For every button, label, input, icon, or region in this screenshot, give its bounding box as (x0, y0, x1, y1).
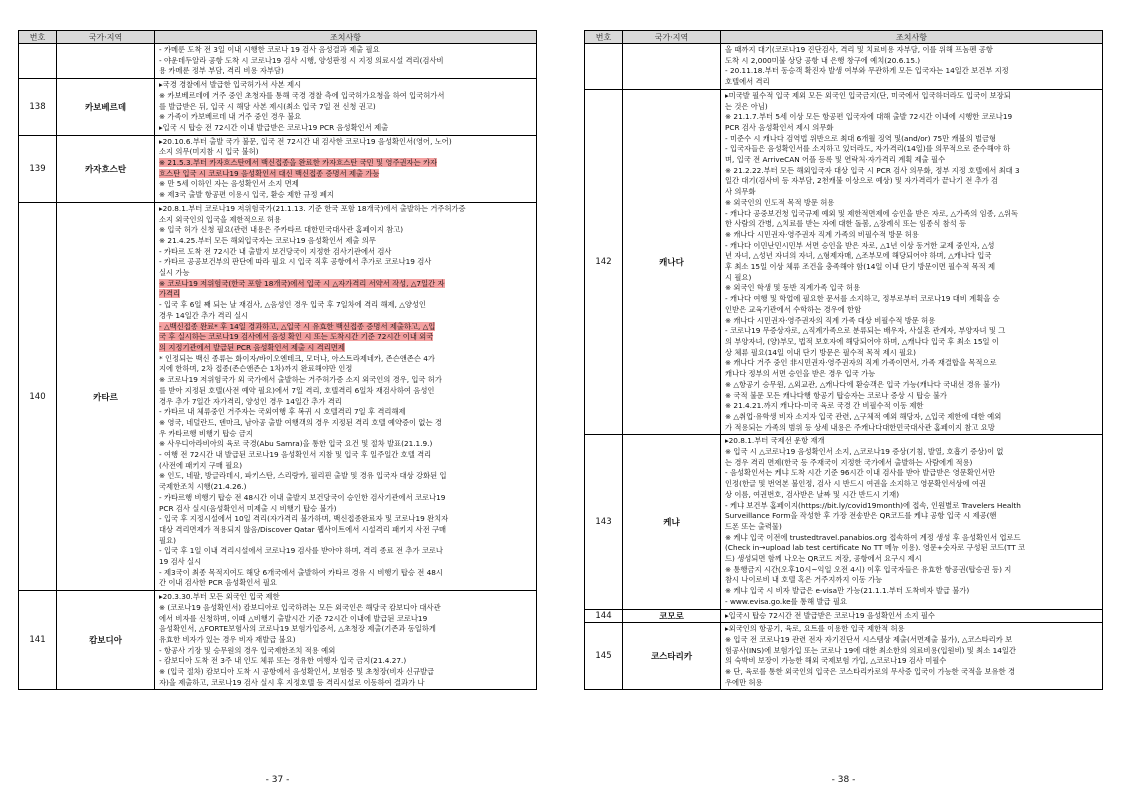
measure-line: - 미준수 시 캐나다 검역법 위반으로 최대 6개월 징역 및(and/or) 75만 캐불의 벌금형 (725, 133, 997, 143)
measure-line: 를 발급받은 뒤, 입국 시 해당 사본 제시(최소 입국 7일 전 신청 권고) (159, 101, 376, 111)
table-header (585, 31, 1103, 44)
measure-line: ※ 코로나19 저위험국가 외 국가에서 출발하는 거주허가증 소지 외국인의 경우, 입국 허가 (159, 375, 442, 385)
measure-line: 우에만 허용 (725, 677, 763, 687)
measure-line: ▸외국인의 항공기, 육로, 요트를 이용한 입국 제한적 허용 (725, 624, 905, 634)
measures-cell (155, 79, 537, 136)
country-name: 코스타리카 (623, 623, 721, 690)
measure-line: 는 것은 아님) (725, 101, 768, 111)
table-row (19, 591, 537, 690)
table-row (19, 202, 537, 590)
measure-line: ※ 통행금지 시간(오후10시~익일 오전 4시) 이후 입국자들은 유효한 항공권(탑승권 등) 지 (725, 564, 1012, 574)
measure-line: - 20.11.18.부터 동승객 확진자 발생 여부와 무관하게 모든 입국자는 14일간 보건부 지정 (725, 66, 1009, 76)
row-number: 141 (19, 591, 57, 690)
measure-line: 년 자녀, △성년 자녀의 자녀, △형제자매, △조부모에 해당되어야 하며, △캐나다 입국 (725, 251, 992, 261)
measure-line (159, 332, 532, 343)
measure-line: - 여행 전 72시간 내 발급된 코로나19 음성확인서 지참 및 입국 후 일주일간 호텔 격리 (159, 450, 432, 460)
measure-line: - 캐나다 이민난민시민부 서면 승인을 받은 자로, △1년 이상 동거한 교제 중인자, △성 (725, 240, 995, 250)
header-no: 번호 (19, 31, 57, 44)
measure-line: 우 카타르행 비행기 탑승 금지 (159, 428, 253, 438)
measure-line: 호텔에서 격리 (725, 77, 770, 87)
country-name: 코모로 (623, 609, 721, 623)
measure-line: ※ 케냐 입국 시 비자 발급은 e-visa만 가능(21.1.1.부터 도착비자 발급 불가) (725, 586, 970, 596)
measure-line: 자)을 제출하고, 코로나19 검사 실시 후 지정호텔 등 격리시설로 이동하여 결과가 나 (159, 677, 425, 687)
measure-line (159, 343, 532, 354)
measures-cell (155, 202, 537, 590)
measure-line: ※ 국적 불문 모든 캐나다행 항공기 탑승자는 코로나 증상 시 탑승 불가 (725, 390, 947, 400)
country-name (623, 44, 721, 90)
measure-line: ※ 21.1.7.부터 5세 이상 모든 항공편 입국자에 대해 출발 72시간 이내에 시행한 코로나19 (725, 112, 1013, 122)
table-row (19, 44, 537, 79)
measures-table-right (584, 30, 1103, 690)
measure-line: ※ 21.4.21.까지 캐나다-미국 육로 국경 간 비필수적 이동 제한 (725, 401, 924, 411)
measure-line: ※ 인도, 네팔, 방글라데시, 파키스탄, 스리랑카, 필리핀 출발 및 경유 입국자 대상 강화된 입 (159, 471, 447, 481)
country-name: 캐나다 (623, 89, 721, 435)
table-row (585, 623, 1103, 690)
row-number: 143 (585, 435, 623, 609)
measures-table-left (18, 30, 537, 690)
measure-line: 간 이내 검사한 PCR 음성확인서 필요 (159, 578, 277, 588)
measure-line: 19 검사 실시 (159, 557, 202, 567)
measure-line: 필요) (159, 535, 176, 545)
measure-line: ※ 입국 전 코로나19 관련 전자 자기진단서 시스템상 제출(서면제출 불가), △코스타리카 보 (725, 634, 1013, 644)
measure-line: 소지 외국인의 입국을 제한적으로 허용 (159, 214, 282, 224)
measure-line: 시 필요) (725, 272, 752, 282)
measure-line: - 카타르 공공보건부의 판단에 따라 필요 시 입국 직후 공항에서 추가로 코로나19 검사 (159, 257, 432, 267)
measures-cell (721, 89, 1103, 435)
table-row (19, 79, 537, 136)
measure-line: 한 사람의 간병, △치료를 받는 자에 대한 돌봄, △장례식 또는 임종식 참석 등 (725, 219, 967, 229)
table-row (19, 135, 537, 202)
measure-line: ※ 외국인 학생 및 동반 직계가족 입국 허용 (725, 283, 861, 293)
row-number: 142 (585, 89, 623, 435)
row-number (585, 44, 623, 90)
measure-line: 드폰 또는 출력물) (725, 521, 782, 531)
measures-cell (721, 623, 1103, 690)
measure-line: ▸국경 경찰에서 발급한 입국허가서 사본 제시 (159, 80, 302, 90)
measure-line: 도착 시 2,000미불 상당 공항 내 은행 창구에 예치(20.6.15.) (725, 55, 921, 65)
highlighted-text: 의 지정기관에서 발급된 PCR 음성확인서 제출 시 격리면제 (159, 342, 345, 352)
page-number-right: - 38 - (831, 775, 856, 785)
measure-line: ▸미국발 필수적 입국 제외 모든 외국인 입국금지(단, 미국에서 입국하더라도 입국이 보장되 (725, 90, 1011, 100)
measure-line: 의 부양자녀, (양)부모, 법적 보호자에 해당되어야 하며, △캐나다 입국 후 최소 15일 이 (725, 336, 999, 346)
measure-line: Surveillance Form을 작성한 후 가장 전송받은 QR코드를 케냐 공항 입국 시 제공(핸 (725, 511, 997, 521)
measure-line: 일간 대기(검사비 등 자부담, 2천캐불 이상으로 예상) 및 자가격리가 끝나기 전 추가 검 (725, 176, 999, 186)
measure-line: PCR 검사 음성확인서 제시 의무화 (725, 122, 834, 132)
measure-line: PCR 검사 실시(음성확인서 미제출 시 비행기 탑승 불가) (159, 503, 337, 513)
measure-line (159, 322, 532, 333)
row-number: 145 (585, 623, 623, 690)
header-country: 국가·지역 (57, 31, 155, 44)
measure-line: - 캐나다 공중보건청 입국규제 예외 및 제한적면제에 승인을 받은 자로, △가족의 임종, △위독 (725, 208, 1019, 218)
measure-line: ▸20.8.1.부터 코로나19 저위험국가(21.1.13. 기준 한국 포함 18개국)에서 출발하는 거주허가증 (159, 203, 466, 213)
measure-line (159, 158, 532, 169)
country-name: 카보베르데 (57, 79, 155, 136)
measure-line: 올 때까지 대기(코로나19 진단검사, 격리 및 치료비용 자부담, 이를 위해 프놈펜 공항 (725, 45, 993, 54)
measure-line: 의 숙박비 보장이 가능한 해외 국제보험 가입, △코로나19 검사 미필수 (725, 656, 947, 666)
measure-line: ※ 카보베르데에 거주 중인 초청자를 통해 국경 경찰 측에 입국허가요청을 하여 입국허가서 (159, 90, 445, 100)
measure-line: 경우 14일간 추가 격리 실시 (159, 310, 249, 320)
measure-line (159, 169, 532, 180)
measure-line (159, 279, 532, 290)
header-no: 번호 (585, 31, 623, 44)
measure-line: ※ 입국 허가 신청 필요(관련 내용은 주카타르 대한민국대사관 홈페이지 참고) (159, 225, 404, 235)
measures-cell (721, 609, 1103, 623)
measure-line: - 캄보디아 도착 전 3주 내 인도 체류 또는 경유한 여행자 입국 금지(21.4.27.) (159, 656, 407, 666)
page-number-left: - 37 - (265, 775, 290, 785)
measure-line: - 항공사 기장 및 승무원의 경우 입국제한조치 적용 예외 (159, 645, 336, 655)
measure-line: 국제한조치 시행(21.4.26.) (159, 482, 247, 492)
row-number: 138 (19, 79, 57, 136)
measure-line: ※ △항공기 승무원, △외교관, △캐나다에 환승객은 입국 가능(캐나다 국내선 경유 불가) (725, 379, 1000, 389)
measure-line: ※ (코로나19 음성확인서) 캄보디아로 입국하려는 모든 외국인은 해당국 캄보디아 대사관 (159, 602, 441, 612)
measure-line: 에서 비자를 신청하며, 이때 △비행기 출발시간 기준 72시간 이내에 발급된 코로나19 (159, 613, 428, 623)
measure-line: - 제3국이 최종 목적지여도 해당 6개국에서 출발하여 카타르 경유 시 비행기 탑승 전 48시 (159, 567, 443, 577)
measure-line: - 카타르 도착 전 72시간 내 출발지 보건당국이 지정한 검사기관에서 검사 (159, 246, 392, 256)
measure-line: ※ 21.2.22.부터 모든 해외입국자 대상 입국 시 PCR 검사 의무화, 정부 지정 호텔에서 최대 3 (725, 165, 1020, 175)
header-measures: 조치사항 (721, 31, 1103, 44)
measures-cell (155, 44, 537, 79)
measures-cell (721, 435, 1103, 609)
table-row (585, 435, 1103, 609)
measure-line: ▸입국 시 탑승 전 72시간 이내 발급받은 코로나19 PCR 음성확인서 제출 (159, 122, 389, 132)
measure-line: 후 최소 15일 이상 체류 조건을 충족해야 함(14일 이내 단기 방문이면 필수적 목적 제 (725, 262, 996, 272)
measures-cell (155, 591, 537, 690)
measure-line: ※ 캐나다 시민권자·영주권자의 직계 가족 대상 비필수적 방문 허용 (725, 315, 936, 325)
measure-line: ※ 외국인의 인도적 목적 방문 허용 (725, 197, 835, 207)
measure-line: - 카타르행 비행기 탑승 전 48시간 이내 출발지 보건당국이 승인한 검사기관에서 코로나19 (159, 492, 446, 502)
measure-line: - 입국 후 6일 째 되는 날 재검사, △음성인 경우 입국 후 7일차에 격리 해제, △양성인 (159, 300, 426, 310)
highlighted-text: 국 후 실시하는 코로나19 검사에서 음성 확인 시 또는 도착시간 기준 72시간 이내 외국 (159, 332, 434, 342)
highlighted-text: ※ 21.5.3.부터 카자흐스탄에서 백신접종을 완료한 카자흐스탄 국민 및 영주권자는 카자 (159, 158, 438, 168)
header-country: 국가·지역 (623, 31, 721, 44)
highlighted-text: 가격리 (159, 289, 181, 299)
measure-line: - 케냐 보건부 홈페이지(https://bit.ly/covid19month)에 접속, 인원별로 Travelers Health (725, 500, 1021, 510)
measure-line: ※ 제3국 출발 항공편 이용시 입국, 환승 제한 규정 폐지 (159, 190, 334, 200)
measure-line: 캐나다 정부의 서면 승인을 받은 경우 입국 가능 (725, 369, 876, 379)
measures-cell (155, 135, 537, 202)
country-name: 카타르 (57, 202, 155, 590)
measure-line: ※ 가족이 카보베르데 내 거주 중인 경우 불요 (159, 112, 302, 122)
measure-line: ※ 케냐 입국 이전에 trustedtravel.panabios.org 접속하여 계정 생성 후 음성확인서 업로드 (725, 532, 1021, 542)
measure-line: ※ 캐나다 거주 중인 非시민권자·영주권자의 직계 가족이면서, 가족 재결합을 목적으로 (725, 358, 997, 368)
header-measures: 조치사항 (155, 31, 537, 44)
measure-line (159, 289, 532, 300)
measure-line: 실시 가능 (159, 268, 190, 278)
measure-line: (사전에 패키지 구매 필요) (159, 460, 243, 470)
measure-line: 지에 한하며, 2차 접종(존슨앤존슨 1차)까지 완료해야만 인정 (159, 364, 353, 374)
table-row (585, 44, 1103, 90)
measure-line: ▸20.8.1.부터 국제선 운항 재개 (725, 436, 825, 446)
measure-line: * 인정되는 백신 종류는 화이자/바이오엔테크, 모더나, 아스트라제네카, 존슨앤존슨 4가 (159, 353, 435, 363)
measures-cell (721, 44, 1103, 90)
measure-line: 사 의무화 (725, 187, 756, 197)
measure-line: 상 체류 필요(14일 이내 단기 방문은 필수적 목적 제시 필요) (725, 347, 916, 357)
row-number: 139 (19, 135, 57, 202)
measure-line: 참시 나이로비 내 호텔 혹은 거주지까지 이동 가능 (725, 575, 883, 585)
highlighted-text: ※ 코로나19 저위험국(한국 포함 18개국)에서 입국 시 △자가격리 서약서 작성, △7일간 자 (159, 278, 445, 288)
measure-line: - 음성확인서는 케냐 도착 시간 기준 96시간 이내 검사를 받아 발급받은 영문확인서만 (725, 468, 996, 478)
measure-line: 는 경우 격리 면제(한국 등 주재국이 지정한 국가에서 출발하는 사람에게 적용) (725, 457, 973, 467)
measure-line: - 입국 후 1일 이내 격리시설에서 코로나19 검사를 받아야 하며, 격리 종료 전 추가 코로나 (159, 546, 443, 556)
measure-line: (Check in→upload lab test certificate No TT 메뉴 이용). 영문+숫자로 구성된 코드(TT 코 (725, 543, 1026, 553)
measure-line: 용 카메룬 정부 부담, 격리 비용 자부담) (159, 66, 284, 76)
measure-line: 인받은 교육기관에서 수학하는 경우에 한함 (725, 304, 862, 314)
measure-line: - 야운데두알라 공항 도착 시 코로나19 검사 시행, 양성판정 시 지정 의료시설 격리(검사비 (159, 55, 444, 65)
measure-line: 대상 격리면제가 적용되지 않음/Discover Qatar 웹사이트에서 시설격리 패키지 사전 구매 (159, 524, 447, 534)
table-row (585, 609, 1103, 623)
measure-line: 가 적용되는 가족의 범위 등 상세 내용은 주캐나다대한민국대사관 홈페이지 참고 요망 (725, 422, 995, 432)
measure-line: - 카메룬 도착 전 3일 이내 시행한 코로나 19 검사 음성결과 제출 필요 (159, 45, 380, 54)
measure-line: ※ △취업·유학생 비자 소지자 입국 관련, △구체적 예외 해당자, △입국 제한에 대한 예외 (725, 411, 1002, 421)
measure-line: 상 이름, 여권번호, 검사받은 날짜 및 시간 반드시 기재) (725, 489, 900, 499)
measure-line: 험공사(INS)에 보험가입 또는 코로나 19에 대한 최소한의 의료비용(입원비) 및 최소 14일간 (725, 645, 1016, 655)
measure-line: ※ 사우디아라비아의 육로 국경(Abu Samra)을 통한 입국 요건 및 절차 발표(21.1.9.) (159, 439, 433, 449)
measure-line: - 입국 후 지정시설에서 10일 격리(자가격리 불가하며, 백신접종완료자 및 코로나19 완치자 (159, 514, 449, 524)
measure-line: ※ 만 5세 이하인 자는 음성확인서 소지 면제 (159, 179, 299, 189)
country-name: 카자흐스탄 (57, 135, 155, 202)
highlighted-text: - △백신접종 완료* 후 14일 경과하고, △입국 시 유효한 백신접종 증명서 제출하고, △입 (159, 321, 436, 331)
measure-line: 인정(한글 및 번역본 불인정, 검사 시 반드시 여권을 소지하고 영문확인서상에 여권 (725, 479, 986, 489)
highlighted-text: 흐스탄 입국 시 코로나19 음성확인서 대신 백신접종 증명서 제출 가능 (159, 168, 380, 178)
measure-line: 드) 생성되면 함께 나오는 QR코드 저장, 공항에서 요구시 제시 (725, 554, 922, 564)
country-name (57, 44, 155, 79)
measure-line: - 코로나19 무증상자로, △직계가족으로 분류되는 배우자, 사실혼 관계자, 부양자녀 및 그 (725, 326, 1006, 336)
measure-line: ▸20.10.6.부터 출발 국가 불문, 입국 전 72시간 내 검사한 코로나19 음성확인서(영어, 노어) (159, 136, 452, 146)
row-number: 144 (585, 609, 623, 623)
measure-line: ※ 캐나다 시민권자·영주권자 직계 가족의 비필수적 방문 허용 (725, 229, 919, 239)
measure-line: - 카타르 내 체류중인 거주자는 국외여행 후 복귀 시 호텔격리 7일 후 격리해제 (159, 407, 406, 417)
row-number (19, 44, 57, 79)
country-name: 케냐 (623, 435, 721, 609)
measure-line: 소지 의무(미지참 시 입국 불허) (159, 147, 259, 157)
row-number: 140 (19, 202, 57, 590)
measure-line: ▸입국시 탑승 72시간 전 발급받은 코로나19 음성확인서 소지 필수 (725, 610, 935, 620)
measure-line: - 캐나다 여행 및 학업에 필요한 문서를 소지하고, 정부로부터 코로나19 대비 계획을 승 (725, 294, 1000, 304)
country-name: 캄보디아 (57, 591, 155, 690)
measure-line: ※ 입국 시 △코로나19 음성확인서 소지, △코로나19 증상(기침, 발열, 호흡기 증상)이 없 (725, 447, 1004, 457)
measure-line: 며, 입국 전 ArriveCAN 어플 등록 및 연락처·자가격리 계획 제출 필수 (725, 155, 946, 165)
table-header (19, 31, 537, 44)
measure-line: 를 받아 지정된 호텔(사전 예약 필요)에서 7일 격리, 호텔격리 6일차 재검사하여 음성인 (159, 385, 435, 395)
measure-line: ※ (입국 절차) 캄보디아 도착 시 공항에서 음성확인서, 보험증 및 초청장(비자 신규발급 (159, 667, 435, 677)
measure-line: ▸20.3.30.부터 모든 외국인 입국 제한 (159, 592, 280, 602)
left-page (18, 30, 537, 768)
measure-line: - 입국자들은 음성확인서를 소지하고 있더라도, 자가격리(14일)를 의무적으로 준수해야 하 (725, 144, 1011, 154)
measure-line: - www.evisa.go.ke를 통해 발급 필요 (725, 596, 847, 606)
table-row (585, 89, 1103, 435)
right-page (584, 30, 1103, 768)
measure-line: ※ 단, 육로를 통한 외국인의 입국은 코스타리카로의 무사증 입국이 가능한 국적을 보유한 경 (725, 667, 1016, 677)
measure-line: ※ 영국, 네덜란드, 덴마크, 남아공 출발 여행객의 경우 지정된 격리 호텔 예약증이 없는 경 (159, 417, 442, 427)
measure-line: 경우 추가 7일간 자가격리, 양성인 경우 14일간 추가 격리 (159, 396, 342, 406)
measure-line: 음성확인서, △FORTE보험사의 코로나19 보험가입증서, △초청장 제출(기존과 동일하게 (159, 624, 436, 634)
measure-line: ※ 21.4.25.부터 모든 해외입국자는 코로나19 음성확인서 제출 의무 (159, 235, 376, 245)
measure-line: 유효한 비자가 있는 경우 비자 재발급 불요) (159, 634, 296, 644)
